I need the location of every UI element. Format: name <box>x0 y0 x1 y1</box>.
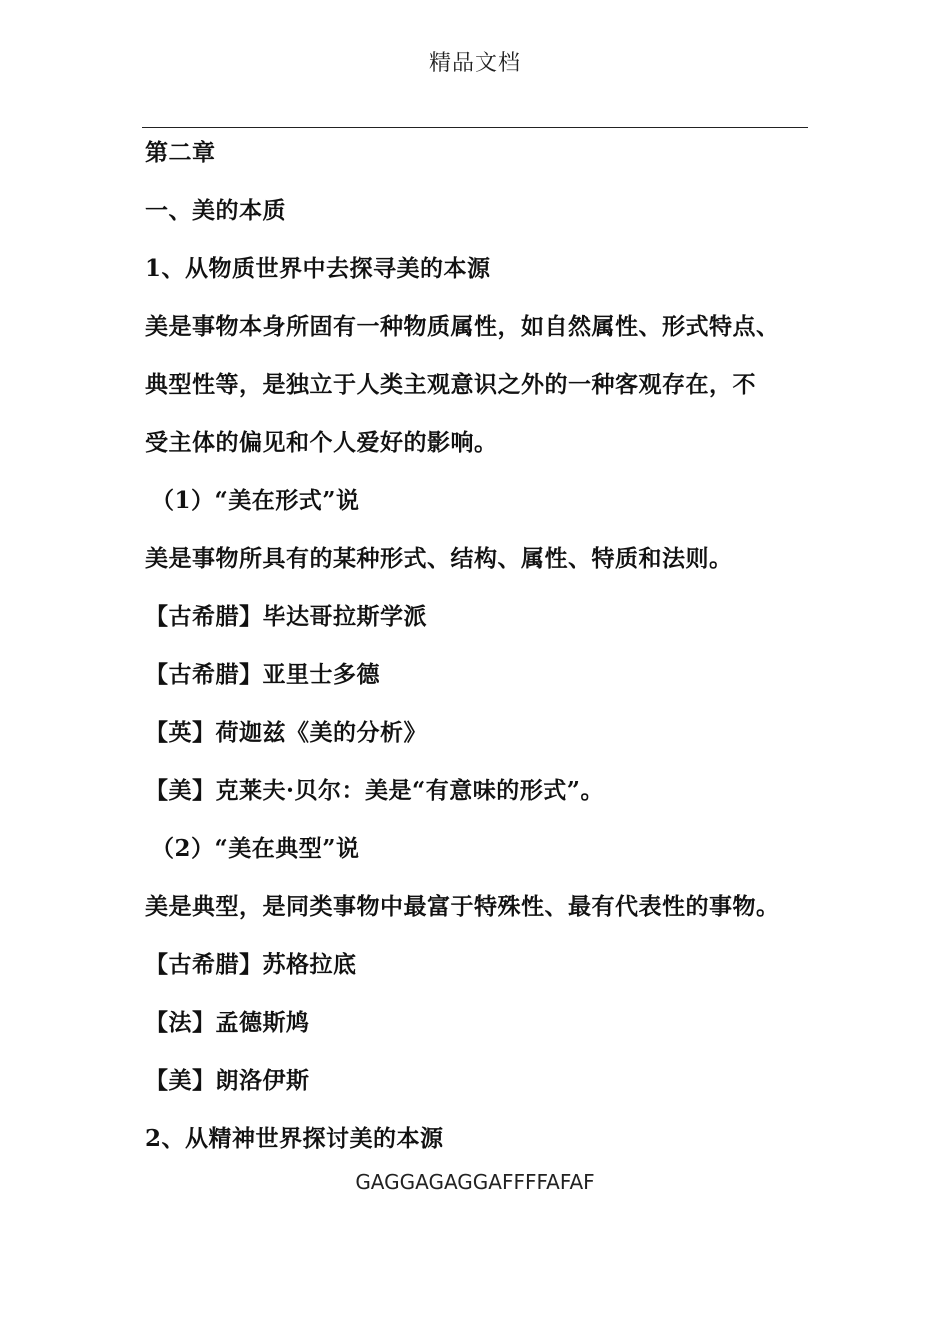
reference-item: 【古希腊】亚里士多德 <box>145 661 380 688</box>
paragraph-line: 受主体的偏见和个人爱好的影响。 <box>145 429 498 456</box>
reference-item: 【美】朗洛伊斯 <box>145 1067 310 1094</box>
header-divider <box>142 127 808 128</box>
subsection-heading: 2、从精神世界探讨美的本源 <box>145 1125 444 1152</box>
chapter-heading: 第二章 <box>145 139 216 166</box>
reference-item: 【古希腊】毕达哥拉斯学派 <box>145 603 427 630</box>
reference-item: 【法】孟德斯鸠 <box>145 1009 310 1036</box>
reference-item: 【英】荷迦兹《美的分析》 <box>145 719 427 746</box>
theory-heading: （2）“美在典型”说 <box>151 835 360 862</box>
section-heading: 一、美的本质 <box>145 197 286 224</box>
paragraph-line: 美是事物所具有的某种形式、结构、属性、特质和法则。 <box>145 545 733 572</box>
subsection-heading: 1、从物质世界中去探寻美的本源 <box>145 255 491 282</box>
theory-heading: （1）“美在形式”说 <box>151 487 360 514</box>
page-footer: GAGGAGAGGAFFFFAFAF <box>355 1170 595 1194</box>
reference-item: 【美】克莱夫·贝尔：美是“有意味的形式”。 <box>145 777 604 804</box>
reference-item: 【古希腊】苏格拉底 <box>145 951 357 978</box>
paragraph-line: 典型性等，是独立于人类主观意识之外的一种客观存在，不 <box>145 371 756 398</box>
page-header: 精品文档 <box>428 51 521 76</box>
paragraph-line: 美是事物本身所固有一种物质属性，如自然属性、形式特点、 <box>145 313 780 340</box>
paragraph-line: 美是典型，是同类事物中最富于特殊性、最有代表性的事物。 <box>145 893 780 920</box>
